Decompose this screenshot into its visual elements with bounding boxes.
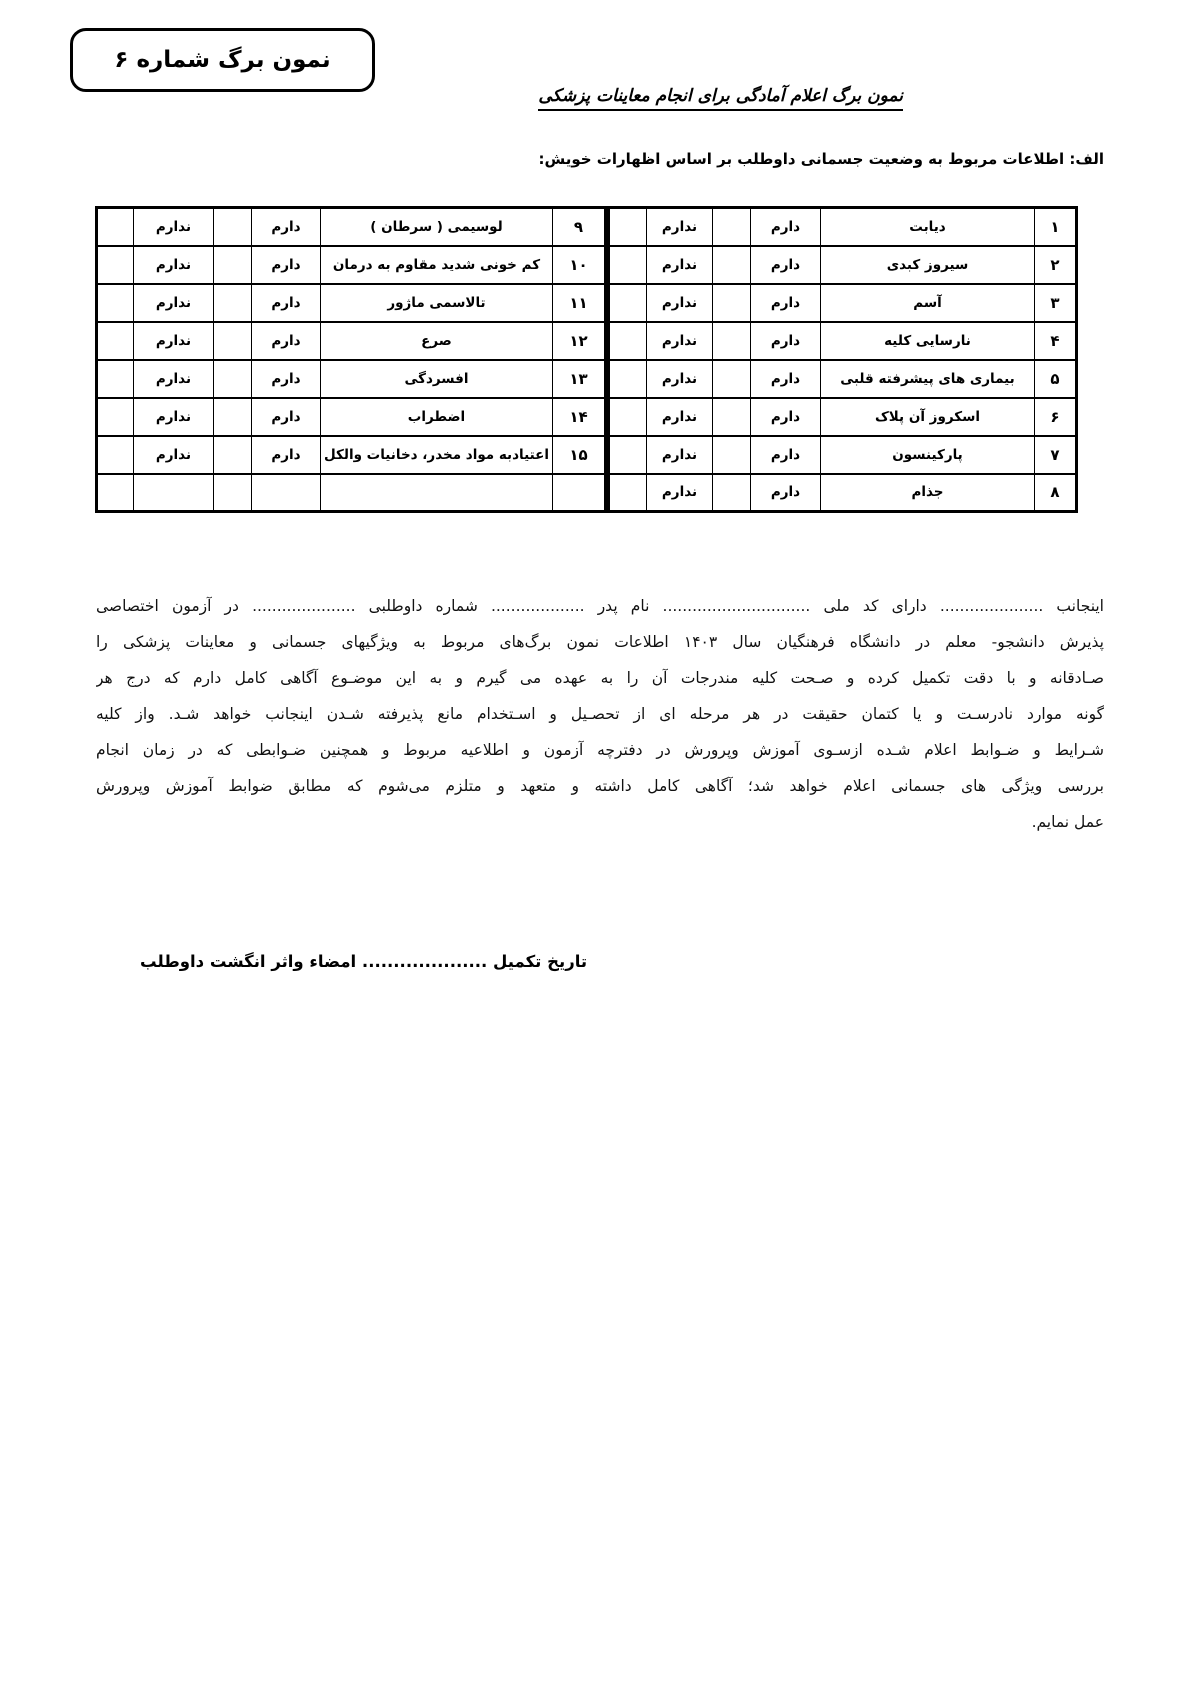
have-checkbox[interactable] (713, 322, 751, 360)
not-have-checkbox[interactable] (609, 208, 647, 246)
row-number: ۱۳ (553, 360, 606, 398)
not-have-label: ندارم (647, 436, 713, 474)
have-checkbox[interactable] (213, 360, 251, 398)
not-have-checkbox[interactable] (609, 398, 647, 436)
have-label (251, 474, 320, 512)
not-have-label: ندارم (133, 284, 213, 322)
condition-name: اضطراب (320, 398, 552, 436)
not-have-label: ندارم (133, 436, 213, 474)
not-have-label: ندارم (133, 208, 213, 246)
have-checkbox[interactable] (213, 284, 251, 322)
declaration-line: پذیرش دانشجو- معلم در دانشگاه فرهنگیان سال ۱۴۰۳ اطلاعات نمون برگ‌های مربوط به ویژگیهای جسمانی و معاینات پزشکی را (96, 633, 1104, 651)
condition-row (609, 246, 1077, 284)
row-number: ۱۵ (553, 436, 606, 474)
condition-row (96, 398, 605, 436)
condition-row (609, 474, 1077, 512)
not-have-label: ندارم (647, 322, 713, 360)
not-have-label: ندارم (133, 398, 213, 436)
section-a-heading: الف: اطلاعات مربوط به وضعیت جسمانی داوطلب بر اساس اظهارات خویش: (538, 150, 1104, 168)
condition-name: سیروز کبدی (821, 246, 1035, 284)
form-number-badge-label: نمون برگ شماره ۶ (114, 47, 331, 73)
have-checkbox[interactable] (213, 322, 251, 360)
have-label: دارم (251, 284, 320, 322)
have-checkbox[interactable] (213, 398, 251, 436)
have-label: دارم (751, 474, 821, 512)
condition-row (609, 284, 1077, 322)
have-checkbox[interactable] (213, 208, 251, 246)
have-checkbox[interactable] (713, 360, 751, 398)
have-label: دارم (751, 360, 821, 398)
not-have-checkbox[interactable] (96, 436, 133, 474)
not-have-checkbox[interactable] (609, 474, 647, 512)
have-label: دارم (251, 398, 320, 436)
condition-name: جذام (821, 474, 1035, 512)
declaration-line: صـادقانه و با دقت تکمیل کرده و صـحت کلیه مندرجات آن را به عهده می گیرم و به این موضـوع آگاهی کامل دارم که درج هر (96, 669, 1104, 687)
row-number: ۷ (1035, 436, 1077, 474)
not-have-checkbox[interactable] (96, 208, 133, 246)
not-have-checkbox[interactable] (609, 284, 647, 322)
signature-line: تاریخ تکمیل .................... امضاء واثر انگشت داوطلب (140, 952, 588, 971)
have-label: دارم (751, 246, 821, 284)
row-number: ۳ (1035, 284, 1077, 322)
condition-row (609, 208, 1077, 246)
not-have-checkbox[interactable] (96, 322, 133, 360)
condition-name: اعتیادبه مواد مخدر، دخانیات والکل (320, 436, 552, 474)
have-label: دارم (751, 398, 821, 436)
condition-name: آسم (821, 284, 1035, 322)
not-have-checkbox[interactable] (96, 284, 133, 322)
have-label: دارم (251, 436, 320, 474)
have-label: دارم (751, 436, 821, 474)
conditions-table-left-half (95, 206, 607, 513)
declaration-line: بررسی ویژگی های جسمانی اعلام خواهد شد؛ آگاهی کامل داشته و متعهد و متلزم می‌شوم که مطابق ضوابط آموزش وپرورش (96, 777, 1104, 795)
condition-name: پارکینسون (821, 436, 1035, 474)
row-number: ۲ (1035, 246, 1077, 284)
condition-name (320, 474, 552, 512)
condition-name: اسکروز آن پلاک (821, 398, 1035, 436)
conditions-table (95, 206, 1078, 513)
have-label: دارم (251, 322, 320, 360)
have-label: دارم (751, 322, 821, 360)
have-label: دارم (751, 284, 821, 322)
have-label: دارم (251, 208, 320, 246)
not-have-checkbox[interactable] (609, 246, 647, 284)
not-have-label (133, 474, 213, 512)
have-checkbox[interactable] (713, 284, 751, 322)
not-have-checkbox[interactable] (96, 246, 133, 284)
condition-name: کم خونی شدید مقاوم به درمان (320, 246, 552, 284)
row-number: ۸ (1035, 474, 1077, 512)
not-have-checkbox[interactable] (96, 398, 133, 436)
not-have-checkbox[interactable] (609, 322, 647, 360)
condition-row (96, 436, 605, 474)
row-number: ۱۴ (553, 398, 606, 436)
have-checkbox[interactable] (713, 208, 751, 246)
row-number (553, 474, 606, 512)
row-number: ۹ (553, 208, 606, 246)
condition-name: تالاسمی ماژور (320, 284, 552, 322)
condition-row (609, 360, 1077, 398)
not-have-checkbox[interactable] (609, 360, 647, 398)
row-number: ۶ (1035, 398, 1077, 436)
not-have-label: ندارم (647, 284, 713, 322)
not-have-label: ندارم (133, 246, 213, 284)
declaration-paragraph (96, 588, 1104, 840)
conditions-table-right-half (607, 206, 1078, 513)
condition-row (96, 474, 605, 512)
condition-row (96, 360, 605, 398)
condition-name: بیماری های پیشرفته قلبی (821, 360, 1035, 398)
form-number-badge (70, 28, 375, 92)
condition-row (96, 322, 605, 360)
have-checkbox[interactable] (713, 436, 751, 474)
have-label: دارم (751, 208, 821, 246)
declaration-line: گونه موارد نادرسـت و یا کتمان حقیقت در هر مرحله ای از تحصـیل و اسـتخدام مانع پذیرفته شـدن اینجانب خواهد شـد. واز کلیه (96, 705, 1104, 723)
condition-row (609, 436, 1077, 474)
declaration-line: اینجانب ..................... دارای کد ملی .............................. نام پدر ................... شماره داوطلبی ..................... در آزمون اختصاصی (96, 597, 1104, 615)
condition-name: صرع (320, 322, 552, 360)
not-have-label: ندارم (647, 208, 713, 246)
have-label: دارم (251, 246, 320, 284)
have-checkbox[interactable] (713, 398, 751, 436)
condition-row (96, 284, 605, 322)
not-have-checkbox[interactable] (96, 474, 133, 512)
document-title: نمون برگ اعلام آمادگی برای انجام معاینات پزشکی (538, 86, 903, 111)
have-checkbox[interactable] (713, 474, 751, 512)
condition-name: لوسیمی ( سرطان ) (320, 208, 552, 246)
declaration-line: شـرایط و ضـوابط اعلام شـده ازسـوی آموزش وپرورش در دفترچه آزمون و اطلاعیه مربوط و همچنین ضـوابطی که در زمان انجام (96, 741, 1104, 759)
row-number: ۱۲ (553, 322, 606, 360)
not-have-label: ندارم (647, 398, 713, 436)
row-number: ۵ (1035, 360, 1077, 398)
condition-name: دیابت (821, 208, 1035, 246)
row-number: ۱ (1035, 208, 1077, 246)
row-number: ۱۱ (553, 284, 606, 322)
condition-row (96, 246, 605, 284)
not-have-label: ندارم (133, 322, 213, 360)
condition-name: نارسایی کلیه (821, 322, 1035, 360)
row-number: ۴ (1035, 322, 1077, 360)
have-checkbox[interactable] (213, 436, 251, 474)
not-have-label: ندارم (133, 360, 213, 398)
have-checkbox[interactable] (713, 246, 751, 284)
row-number: ۱۰ (553, 246, 606, 284)
not-have-checkbox[interactable] (609, 436, 647, 474)
have-checkbox[interactable] (213, 474, 251, 512)
not-have-label: ندارم (647, 246, 713, 284)
condition-row (609, 398, 1077, 436)
not-have-checkbox[interactable] (96, 360, 133, 398)
have-checkbox[interactable] (213, 246, 251, 284)
have-label: دارم (251, 360, 320, 398)
condition-name: افسردگی (320, 360, 552, 398)
not-have-label: ندارم (647, 474, 713, 512)
declaration-line: عمل نمایم. (1031, 813, 1104, 831)
not-have-label: ندارم (647, 360, 713, 398)
condition-row (609, 322, 1077, 360)
condition-row (96, 208, 605, 246)
